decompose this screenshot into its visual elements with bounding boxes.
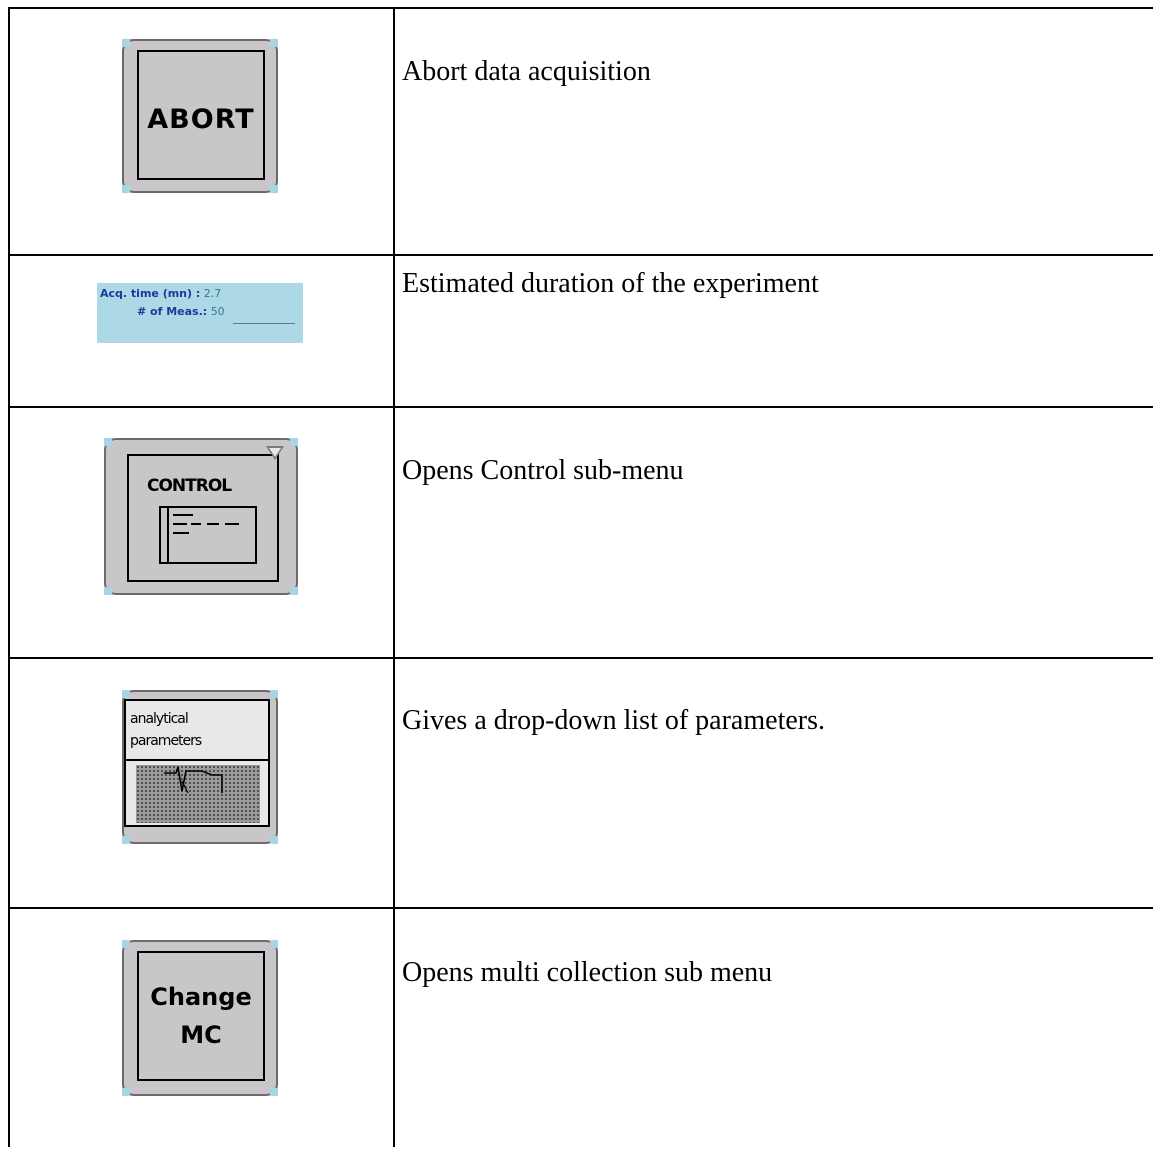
corner-mark (270, 940, 278, 948)
abort-button-label: ABORT (147, 104, 255, 135)
corner-mark (122, 690, 130, 698)
analytical-parameters-face (124, 699, 270, 827)
peak-graph-icon (162, 763, 232, 803)
analytical-parameters-divider (126, 759, 268, 761)
corner-mark (104, 438, 112, 446)
corner-mark (270, 185, 278, 193)
acq-time-value: 2.7 (203, 287, 222, 300)
abort-button[interactable] (122, 39, 278, 193)
change-mc-line1: Change (150, 983, 252, 1011)
analytical-parameters-description: Gives a drop-down list of parameters. (402, 705, 825, 736)
corner-mark (270, 1088, 278, 1096)
row-divider-3 (8, 657, 1153, 659)
change-mc-button[interactable] (122, 940, 278, 1096)
analytical-parameters-button[interactable] (122, 690, 278, 844)
control-button-face (127, 454, 279, 582)
row-divider-4 (8, 907, 1153, 909)
num-measurements-label: # of Meas.: (137, 305, 208, 318)
corner-mark (122, 39, 130, 47)
control-description: Opens Control sub-menu (402, 455, 684, 486)
abort-description: Abort data acquisition (402, 56, 651, 87)
table-border-left (8, 7, 10, 1147)
change-mc-line2: MC (180, 1021, 222, 1049)
table-border-top (8, 7, 1153, 9)
dropdown-triangle-highlight (269, 448, 281, 457)
analytical-parameters-line2: parameters (130, 733, 202, 749)
change-mc-description: Opens multi collection sub menu (402, 957, 773, 988)
table-column-divider (393, 7, 395, 1147)
row-divider-2 (8, 406, 1153, 408)
control-button[interactable] (104, 438, 298, 595)
corner-mark (290, 438, 298, 446)
corner-mark (122, 940, 130, 948)
analytical-parameters-line1: analytical (130, 711, 188, 727)
corner-mark (104, 587, 112, 595)
acquisition-time-panel (97, 283, 303, 343)
window-list-icon (159, 506, 259, 568)
num-measurements-underline (233, 323, 295, 324)
control-button-label: CONTROL (147, 476, 232, 496)
acq-time-description: Estimated duration of the experiment (402, 268, 819, 299)
corner-mark (270, 39, 278, 47)
corner-mark (122, 185, 130, 193)
change-mc-button-face (137, 951, 265, 1081)
corner-mark (122, 836, 130, 844)
corner-mark (270, 836, 278, 844)
acq-time-label: Acq. time (mn) : (100, 287, 201, 300)
corner-mark (270, 690, 278, 698)
num-measurements-value[interactable]: 50 (210, 305, 225, 318)
corner-mark (122, 1088, 130, 1096)
abort-button-face (137, 50, 265, 180)
corner-mark (290, 587, 298, 595)
row-divider-1 (8, 254, 1153, 256)
